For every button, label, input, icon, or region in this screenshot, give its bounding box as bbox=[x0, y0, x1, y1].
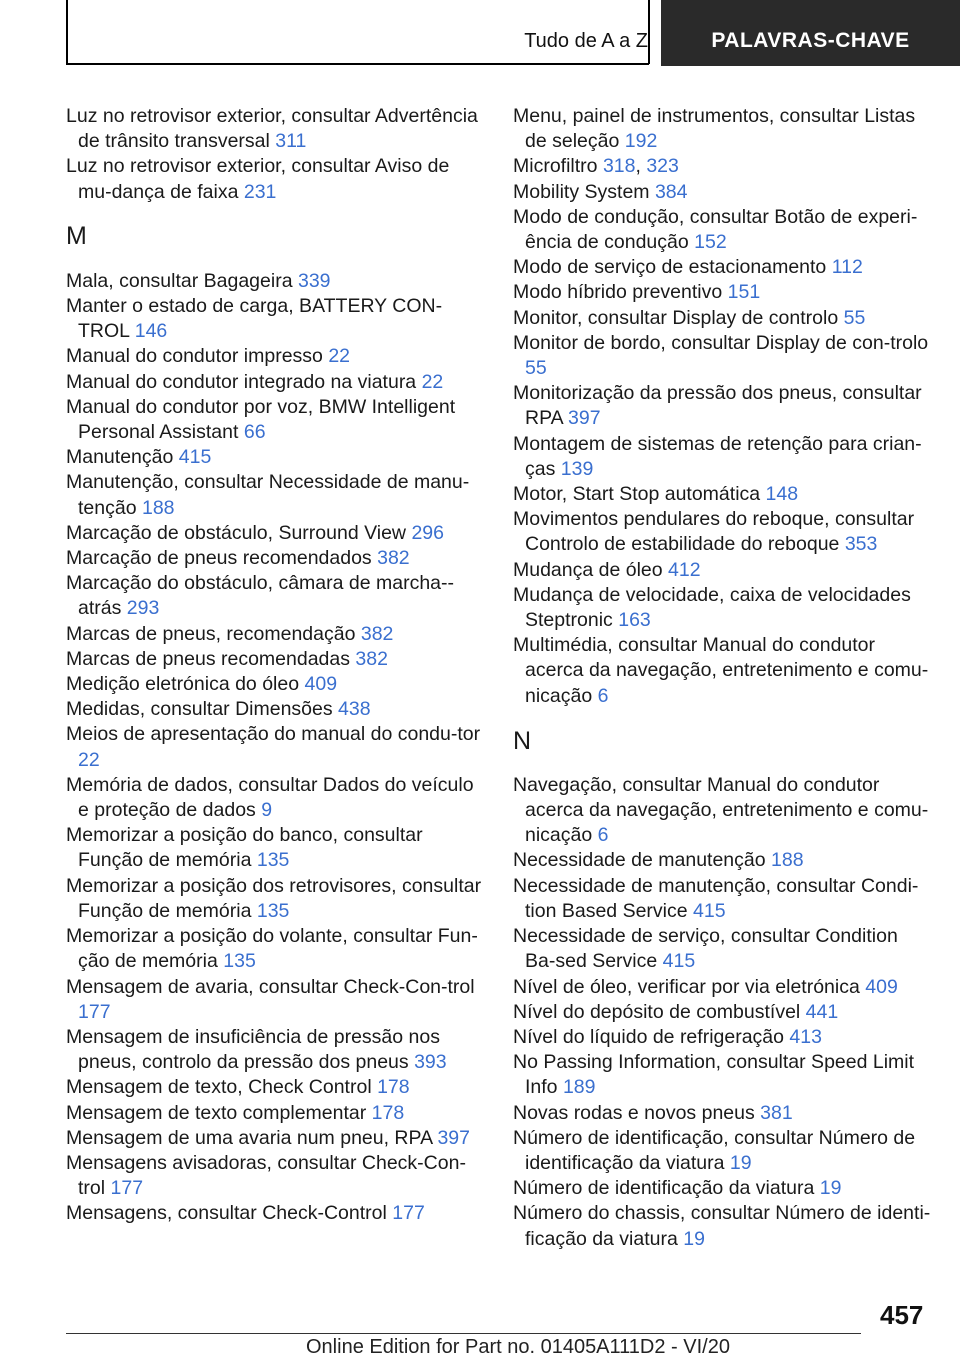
page-reference-link[interactable]: 163 bbox=[618, 609, 651, 632]
page-reference-link[interactable]: 415 bbox=[693, 899, 726, 922]
page-number: 457 bbox=[880, 1300, 924, 1330]
index-entry-text: Novas rodas e novos pneus bbox=[513, 1101, 755, 1124]
index-entry bbox=[66, 571, 484, 621]
index-letter-heading: M bbox=[66, 221, 87, 250]
index-entry-text: Modo de serviço de estacionamento bbox=[513, 256, 827, 279]
index-entry bbox=[513, 432, 933, 482]
index-entry-text: Número de identificação, consultar Número de identificação da viatura bbox=[513, 1126, 916, 1174]
page-reference-link[interactable]: 9 bbox=[261, 799, 273, 822]
index-entry bbox=[66, 1151, 484, 1201]
index-entry bbox=[513, 1176, 933, 1201]
index-entry-text: Marcação do obstáculo, câmara de marcha-‐atrás bbox=[66, 572, 455, 620]
index-entry bbox=[66, 647, 484, 672]
index-entry-text: Memorizar a posição do banco, consultar Função de memória bbox=[66, 824, 423, 872]
index-entry bbox=[66, 269, 484, 294]
page-reference-link[interactable]: 353 bbox=[844, 533, 878, 556]
index-entry bbox=[66, 672, 484, 697]
index-entry bbox=[66, 874, 484, 924]
index-entry bbox=[513, 1000, 933, 1025]
index-entry bbox=[513, 205, 933, 255]
page-reference-link[interactable]: 135 bbox=[223, 950, 256, 973]
page-reference-link[interactable]: 384 bbox=[654, 180, 688, 203]
page-reference-link[interactable]: 397 bbox=[568, 407, 601, 430]
index-entry bbox=[66, 445, 484, 470]
index-entry-text: Monitor, consultar Display de controlo bbox=[513, 306, 839, 329]
index-entry-text: Memorizar a posição do volante, consultar Fun‐ção de memória bbox=[66, 925, 478, 973]
index-entry-text: Mensagem de texto, Check Control bbox=[66, 1076, 372, 1099]
index-entry-text: Medição eletrónica do óleo bbox=[66, 673, 300, 696]
page-reference-link[interactable]: 146 bbox=[134, 320, 168, 343]
index-entry-text: Luz no retrovisor exterior, consultar Advertência de trânsito transversal bbox=[66, 105, 478, 153]
index-entry bbox=[66, 1075, 484, 1100]
index-entry-text: Memória de dados, consultar Dados do veículo e proteção de dados bbox=[66, 773, 474, 822]
page-reference-link[interactable]: 177 bbox=[392, 1202, 425, 1225]
index-entry bbox=[66, 1101, 484, 1126]
index-entry bbox=[513, 924, 933, 974]
index-entry-text: Mudança de óleo bbox=[513, 558, 663, 581]
index-entry bbox=[513, 507, 933, 557]
index-entry bbox=[66, 521, 484, 546]
index-entry-text: Marcação de pneus recomendados bbox=[66, 547, 372, 570]
page-reference-link[interactable]: 55 bbox=[525, 357, 547, 380]
header-rule-mid bbox=[648, 0, 650, 64]
index-entry bbox=[513, 874, 933, 924]
index-entry-text: Motor, Start Stop automática bbox=[513, 483, 761, 506]
page-reference-link[interactable]: 151 bbox=[727, 281, 761, 304]
index-entry-text: Número de identificação da viatura bbox=[513, 1177, 815, 1200]
page-reference-link[interactable]: 192 bbox=[624, 130, 658, 153]
index-entry-text: Necessidade de serviço, consultar Condition Ba‐sed Service bbox=[513, 925, 898, 973]
index-entry bbox=[66, 1126, 484, 1151]
index-entry bbox=[513, 381, 933, 431]
index-entry-text: Monitor de bordo, consultar Display de con‐trolo bbox=[513, 331, 929, 354]
index-entry-text: Mensagem de texto complementar bbox=[66, 1101, 367, 1124]
index-entry-text: Modo híbrido preventivo bbox=[513, 281, 723, 304]
index-entry bbox=[513, 1101, 933, 1126]
index-entry-text: Necessidade de manutenção, consultar Condi‐tion Based Service bbox=[513, 874, 919, 922]
index-entry bbox=[513, 633, 933, 709]
page-reference-link[interactable]: 22 bbox=[421, 370, 444, 393]
index-entry bbox=[513, 180, 933, 205]
header-rule-bottom bbox=[66, 63, 649, 65]
index-entry bbox=[66, 697, 484, 722]
index-entry-text: Número do chassis, consultar Número de identi‐ficação da viatura bbox=[513, 1202, 931, 1250]
page-reference-link[interactable]: 409 bbox=[865, 975, 898, 998]
page-reference-link[interactable]: 139 bbox=[560, 457, 594, 480]
index-entry-text: Nível de óleo, verificar por via eletrónica bbox=[513, 975, 860, 998]
index-entry bbox=[513, 482, 933, 507]
header-section-title: Tudo de A a Z bbox=[524, 30, 648, 52]
index-entry bbox=[66, 1025, 484, 1075]
index-entry-text: Necessidade de manutenção bbox=[513, 849, 766, 872]
index-entry-text: Marcas de pneus recomendadas bbox=[66, 647, 350, 670]
index-entry-text: Menu, painel de instrumentos, consultar Listas de seleção bbox=[513, 105, 916, 153]
page-reference-link[interactable]: 382 bbox=[360, 622, 394, 645]
index-entry-text: Mobility System bbox=[513, 180, 650, 203]
index-entry bbox=[66, 975, 484, 1025]
page-reference-link[interactable]: 177 bbox=[110, 1177, 144, 1200]
page-reference-link[interactable]: 22 bbox=[328, 345, 351, 368]
page-reference-link[interactable]: 323 bbox=[646, 155, 679, 178]
page-reference-link[interactable]: 293 bbox=[126, 597, 160, 620]
index-entry bbox=[513, 1050, 933, 1100]
index-entry bbox=[513, 1126, 933, 1176]
page-reference-link[interactable]: 189 bbox=[562, 1076, 596, 1099]
index-entry bbox=[66, 154, 484, 204]
index-entry bbox=[513, 306, 933, 331]
index-entry bbox=[66, 722, 484, 772]
index-entry bbox=[66, 370, 484, 395]
index-entry-text: Mudança de velocidade, caixa de velocidades Steptronic bbox=[513, 583, 911, 632]
index-entry-text: Luz no retrovisor exterior, consultar Aviso de mu‐dança de faixa bbox=[66, 155, 450, 203]
index-entry bbox=[66, 924, 484, 974]
index-entry bbox=[513, 255, 933, 280]
index-entry-text: Medidas, consultar Dimensões bbox=[66, 698, 333, 721]
footer-edition-text: Online Edition for Part no. 01405A111D2 - VI/20 bbox=[306, 1336, 730, 1358]
page-reference-link[interactable]: 318 bbox=[602, 155, 636, 178]
page-reference-link[interactable]: 393 bbox=[414, 1051, 447, 1074]
index-entry bbox=[513, 104, 933, 154]
page-reference-link[interactable]: 413 bbox=[789, 1025, 822, 1048]
index-entry-text: Modo de condução, consultar Botão de experi‐ência de condução bbox=[513, 205, 918, 254]
index-entry-text: Microfiltro bbox=[513, 155, 598, 178]
page-reference-link[interactable]: 66 bbox=[243, 421, 266, 444]
index-entry-text: Montagem de sistemas de retenção para crian‐ças bbox=[513, 432, 922, 480]
page-reference-link[interactable]: 231 bbox=[243, 180, 277, 203]
index-entry-text: Mensagem de uma avaria num pneu, RPA bbox=[66, 1126, 433, 1149]
page-reference-link[interactable]: 382 bbox=[355, 647, 388, 670]
index-entry-text: Marcação de obstáculo, Surround View bbox=[66, 521, 407, 544]
index-entry bbox=[513, 331, 933, 381]
index-entry bbox=[513, 583, 933, 633]
footer-rule bbox=[66, 1333, 861, 1334]
page-reference-link[interactable]: 382 bbox=[377, 547, 410, 570]
index-entry bbox=[513, 975, 933, 1000]
index-entry-text: Mensagens, consultar Check-Control bbox=[66, 1202, 387, 1225]
header-chapter-tab: PALAVRAS-CHAVE bbox=[661, 0, 960, 66]
index-entry bbox=[66, 294, 484, 344]
page-reference-link[interactable]: 415 bbox=[662, 950, 696, 973]
index-entry bbox=[66, 773, 484, 823]
page-reference-link[interactable]: 311 bbox=[275, 130, 307, 153]
index-entry bbox=[66, 823, 484, 873]
index-entry-text: Memorizar a posição dos retrovisores, consultar Função de memória bbox=[66, 874, 482, 922]
index-letter-heading: N bbox=[513, 726, 532, 755]
index-entry-text: Nível do depósito de combustível bbox=[513, 1000, 801, 1023]
page-reference-link[interactable]: 178 bbox=[371, 1101, 405, 1124]
index-entry bbox=[513, 1201, 933, 1251]
index-entry-text: Manual do condutor por voz, BMW Intelligent Personal Assistant bbox=[66, 395, 456, 444]
page-reference-link[interactable]: 6 bbox=[597, 824, 609, 847]
page-reference-link[interactable]: 22 bbox=[78, 748, 100, 771]
index-entry-text: Navegação, consultar Manual do condutor acerca da navegação, entretenimento e comu‐nicação bbox=[513, 773, 929, 847]
index-entry bbox=[66, 344, 484, 369]
index-entry bbox=[66, 1201, 484, 1226]
page-reference-link[interactable]: 415 bbox=[178, 446, 212, 469]
page-reference-link[interactable]: 148 bbox=[765, 483, 799, 506]
index-entry-text: No Passing Information, consultar Speed Limit Info bbox=[513, 1051, 915, 1099]
page-reference-link[interactable]: 152 bbox=[694, 231, 727, 254]
page-reference-link[interactable]: 397 bbox=[437, 1126, 470, 1149]
index-column-right bbox=[513, 104, 933, 1252]
page-reference-link[interactable]: 135 bbox=[256, 849, 290, 872]
index-entry-text: Nível do líquido de refrigeração bbox=[513, 1025, 784, 1048]
index-entry-text: Manual do condutor impresso bbox=[66, 345, 323, 368]
index-column-left bbox=[66, 104, 484, 1227]
index-entry-text: Meios de apresentação do manual do condu‐tor bbox=[66, 723, 481, 746]
page-reference-link[interactable]: 296 bbox=[411, 521, 444, 544]
index-entry-text: Manual do condutor integrado na viatura bbox=[66, 370, 417, 393]
page-reference-link[interactable]: 19 bbox=[819, 1177, 842, 1200]
index-entry bbox=[513, 1025, 933, 1050]
page-reference-link[interactable]: 339 bbox=[297, 269, 331, 292]
index-entry bbox=[66, 546, 484, 571]
index-entry bbox=[513, 280, 933, 305]
page-reference-link[interactable]: 112 bbox=[831, 256, 863, 279]
index-entry-text: Manter o estado de carga, BATTERY CON‐TROL bbox=[66, 295, 443, 343]
page-reference-link[interactable]: 381 bbox=[760, 1101, 793, 1124]
index-entry-text: Marcas de pneus, recomendação bbox=[66, 622, 356, 645]
page-reference-link[interactable]: 188 bbox=[771, 849, 804, 872]
index-entry-text: Monitorização da pressão dos pneus, consultar RPA bbox=[513, 382, 922, 430]
index-entry-text: Manutenção, consultar Necessidade de manu‐tenção bbox=[66, 471, 470, 519]
page-reference-link[interactable]: 438 bbox=[338, 698, 371, 721]
index-entry-text: Movimentos pendulares do reboque, consultar Controlo de estabilidade do reboque bbox=[513, 508, 915, 556]
index-entry-text: Mala, consultar Bagageira bbox=[66, 269, 293, 292]
page-reference-link[interactable]: 19 bbox=[683, 1227, 705, 1250]
index-entry bbox=[513, 773, 933, 849]
page-reference-link[interactable]: 188 bbox=[141, 496, 175, 519]
page-reference-link[interactable]: 19 bbox=[729, 1151, 752, 1174]
index-entry bbox=[66, 622, 484, 647]
index-entry bbox=[66, 470, 484, 520]
index-entry-text: Mensagens avisadoras, consultar Check-Con‐trol bbox=[66, 1151, 466, 1200]
index-entry bbox=[66, 104, 484, 154]
page-reference-link[interactable]: 55 bbox=[843, 306, 866, 329]
page-reference-link[interactable]: 178 bbox=[377, 1076, 410, 1099]
index-entry bbox=[513, 558, 933, 583]
index-entry: Microfiltro 318, 323 bbox=[513, 155, 679, 178]
page-reference-link[interactable]: 6 bbox=[597, 684, 609, 707]
index-entry-text: Mensagem de avaria, consultar Check-Con‐trol bbox=[66, 975, 475, 998]
page-reference-link[interactable]: 441 bbox=[805, 1000, 839, 1023]
page-reference-link[interactable]: 409 bbox=[304, 673, 338, 696]
index-entry-text: Manutenção bbox=[66, 446, 174, 469]
page-reference-link[interactable]: 177 bbox=[78, 1000, 111, 1023]
page-reference-link[interactable]: 135 bbox=[256, 899, 290, 922]
page-reference-link[interactable]: 412 bbox=[668, 558, 701, 581]
index-entry-text: Multimédia, consultar Manual do condutor acerca da navegação, entretenimento e comu‐nicação bbox=[513, 634, 929, 707]
index-entry-text: Mensagem de insuficiência de pressão nos pneus, controlo da pressão dos pneus bbox=[66, 1025, 440, 1074]
header-rule-left bbox=[66, 0, 68, 64]
index-entry bbox=[513, 848, 933, 873]
index-entry bbox=[66, 395, 484, 445]
